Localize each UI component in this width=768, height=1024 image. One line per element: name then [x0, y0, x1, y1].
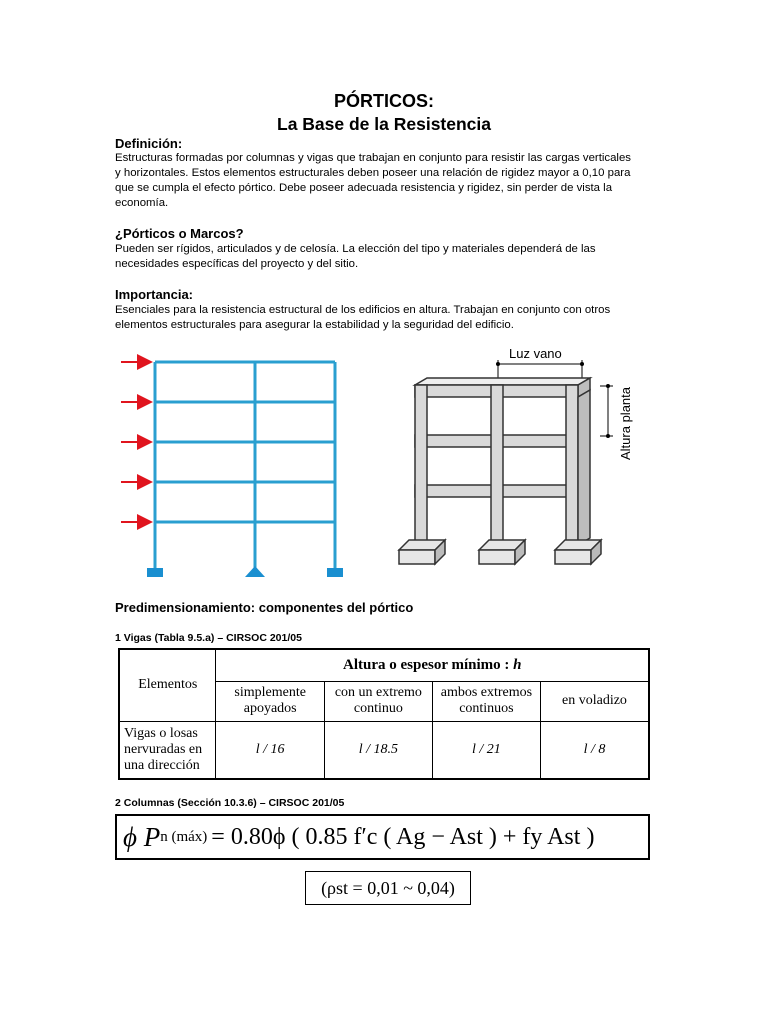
importance-text: Esenciales para la resistencia estructural de los edificios en altura. Trabajan en conjunto con otros elementos estructurales para asegurar la estabilidad y la seguridad del edificio.	[115, 304, 611, 331]
footing	[555, 550, 591, 564]
pin-support-icon	[245, 566, 265, 577]
rho-range: (ρst = 0,01 ~ 0,04)	[305, 871, 471, 905]
col-elementos-header: Elementos	[119, 649, 216, 721]
value-one-end: l / 18.5	[324, 721, 432, 779]
types-heading: ¿Pórticos o Marcos?	[115, 226, 244, 241]
span-label: Luz vano	[509, 346, 562, 361]
col-both-ends: ambos extremos continuos	[432, 681, 540, 721]
types-text: Pueden ser rígidos, articulados y de celosía. La elección del tipo y materiales dependerá de las necesidades específicas del proyecto y del sitio.	[115, 243, 596, 270]
col-cantilever: en voladizo	[540, 681, 649, 721]
formula-rhs: = 0.80ϕ ( 0.85 f′c ( Ag − Ast ) + fy Ast )	[211, 823, 595, 850]
col-simple: simplemente apoyados	[216, 681, 324, 721]
concrete-column	[491, 385, 503, 545]
columns-caption: 2 Columnas (Sección 10.3.6) – CIRSOC 201/05	[115, 797, 345, 809]
page-subtitle: La Base de la Resistencia	[277, 114, 491, 134]
row-label: Vigas o losas nervuradas en una dirección	[119, 721, 216, 779]
concrete-column	[415, 385, 427, 545]
min-height-header: Altura o espesor mínimo : h	[216, 649, 649, 681]
fixed-support-icon	[327, 568, 343, 577]
concrete-frame-diagram	[385, 340, 645, 578]
value-simple: l / 16	[216, 721, 324, 779]
definition-heading: Definición:	[115, 136, 183, 151]
footing	[479, 550, 515, 564]
formula-lhs-sub: n (máx)	[160, 828, 208, 845]
formula-lhs: ϕ P	[123, 821, 161, 852]
concrete-column	[566, 385, 578, 545]
frame-load-diagram	[115, 350, 365, 582]
footing	[399, 550, 435, 564]
fixed-support-icon	[147, 568, 163, 577]
column-formula	[115, 814, 650, 860]
value-both-ends: l / 21	[432, 721, 540, 779]
beams-caption: 1 Vigas (Tabla 9.5.a) – CIRSOC 201/05	[115, 632, 302, 644]
col-one-end: con un extremo continuo	[324, 681, 432, 721]
height-label: Altura planta	[618, 387, 633, 460]
beams-table	[118, 648, 650, 780]
predim-heading: Predimensionamiento: componentes del pórtico	[115, 600, 414, 615]
definition-text: Estructuras formadas por columnas y vigas que trabajan en conjunto para resistir las cargas verticales y horizontales. Estos elementos estructurales deben poseer una relación de rigidez mayor a 0,10 para que se cumpla el efecto pórtico. Debe poseer adecuada resistencia y rigidez, sin perder de vista la economía.	[115, 152, 631, 209]
value-cantilever: l / 8	[540, 721, 649, 779]
importance-heading: Importancia:	[115, 287, 194, 302]
page-title: PÓRTICOS:	[333, 91, 434, 111]
